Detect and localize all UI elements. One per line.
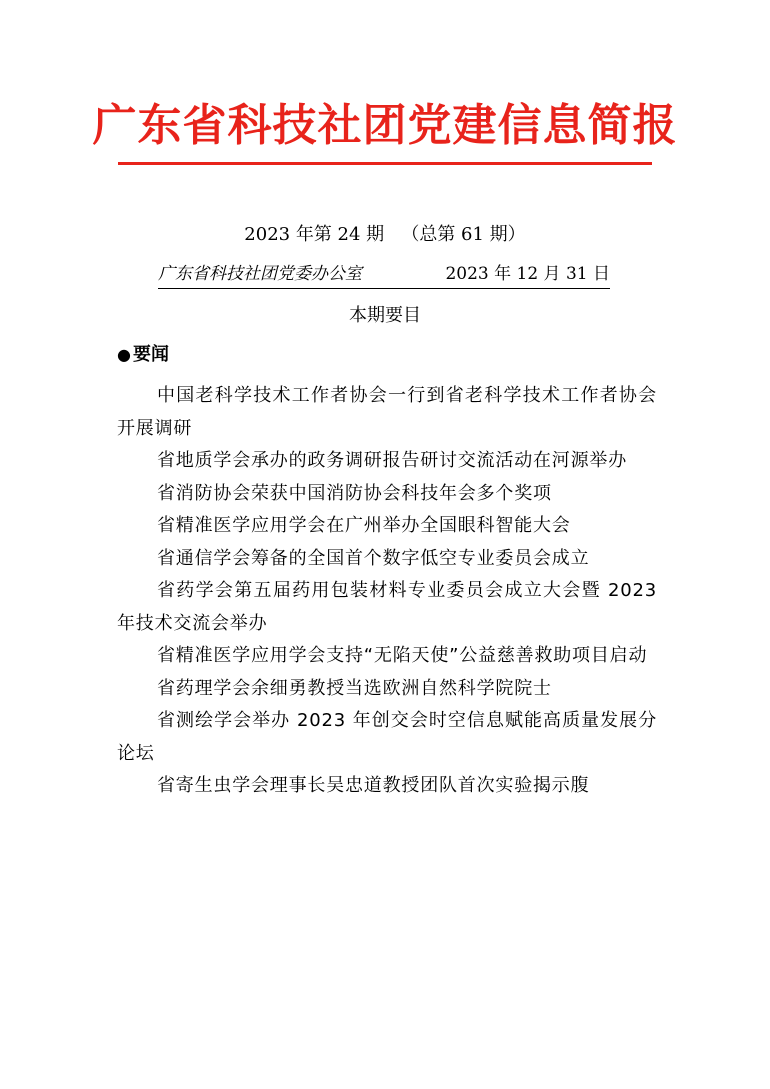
headline-item: 省测绘学会举办 2023 年创交会时空信息赋能高质量发展分论坛 <box>117 710 657 764</box>
section-heading <box>117 340 169 370</box>
headline-item: 省寄生虫学会理事长吴忠道教授团队首次实验揭示腹 <box>157 775 590 796</box>
headline-item: 省精准医学应用学会在广州举办全国眼科智能大会 <box>157 515 571 536</box>
headline-list <box>117 380 657 803</box>
masthead-rule <box>118 162 652 165</box>
headline-item: 省地质学会承办的政务调研报告研讨交流活动在河源举办 <box>157 450 627 471</box>
headline-item: 省消防协会荣获中国消防协会科技年会多个奖项 <box>157 482 552 504</box>
masthead-title: 广东省科技社团党建信息简报 <box>92 100 678 151</box>
publish-date: 2023 年 12 月 31 日 <box>445 264 610 284</box>
section-title: 要闻 <box>132 344 169 365</box>
headline-item: 省通信学会筹备的全国首个数字低空专业委员会成立 <box>157 547 590 569</box>
headline-item: 省药学会第五届药用包装材料专业委员会成立大会暨 2023 年技术交流会举办 <box>117 580 657 634</box>
publisher-line <box>158 260 610 289</box>
issue-number: 2023 年第 24 期 （总第 61 期） <box>244 224 526 245</box>
contents-heading: 本期要目 <box>349 305 421 326</box>
headline-item: 省药理学会余细勇教授当选欧洲自然科学院院士 <box>157 677 552 699</box>
headline-item: 省精准医学应用学会支持“无陷天使”公益慈善救助项目启动 <box>157 645 648 666</box>
headline-item: 中国老科学技术工作者协会一行到省老科学技术工作者协会开展调研 <box>117 385 657 439</box>
bullet-icon: ● <box>117 345 131 364</box>
publisher-office: 广东省科技社团党委办公室 <box>158 264 362 284</box>
